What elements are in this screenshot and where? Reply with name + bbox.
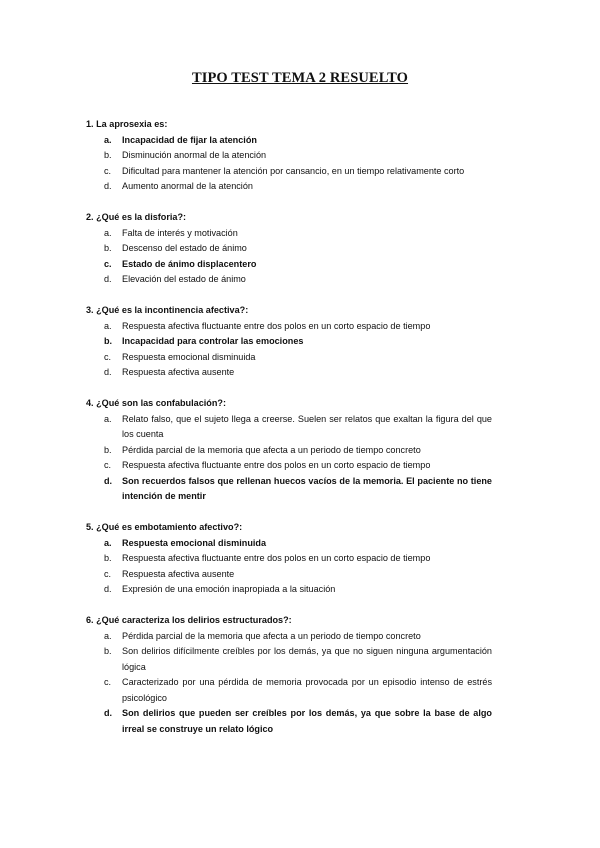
option <box>86 179 492 195</box>
option-letter: b. <box>104 336 113 346</box>
option-correct <box>86 133 492 149</box>
option <box>86 551 492 567</box>
option-text: Pérdida parcial de la memoria que afecta a un periodo de tiempo concreto <box>122 630 421 641</box>
option-letter: b. <box>104 150 112 160</box>
option-text: Respuesta afectiva ausente <box>122 568 235 579</box>
option-list <box>86 319 492 381</box>
option-letter: a. <box>104 227 112 238</box>
option-letter: b. <box>104 243 112 253</box>
option <box>86 567 492 583</box>
question-heading <box>86 303 492 319</box>
question-text: ¿Qué son las confabulación?: <box>96 398 226 408</box>
option-correct <box>86 257 492 273</box>
option-text: Son delirios difícilmente creíbles por los demás, ya que no siguen ninguna argumentación lógica <box>122 646 492 672</box>
question-list <box>86 117 492 753</box>
question-4 <box>86 396 492 505</box>
option-list <box>86 629 492 738</box>
option-letter: b. <box>104 444 112 455</box>
option-text: Son recuerdos falsos que rellenan huecos vacíos de la memoria. El paciente no tiene intención de mentir <box>122 475 492 501</box>
option-list <box>86 226 492 288</box>
option-text: Relato falso, que el sujeto llega a creerse. Suelen ser relatos que exaltan la figura del que los cuenta <box>122 413 492 439</box>
option <box>86 675 492 706</box>
option-letter: a. <box>104 630 112 641</box>
option <box>86 164 492 180</box>
option <box>86 644 492 675</box>
question-heading <box>86 210 492 226</box>
option-correct <box>86 334 492 350</box>
question-text: ¿Qué es embotamiento afectivo?: <box>96 522 243 532</box>
option-text: Son delirios que pueden ser creíbles por los demás, ya que sobre la base de algo irreal se construye un relato lógico <box>122 708 492 734</box>
option-text: Respuesta afectiva fluctuante entre dos polos en un corto espacio de tiempo <box>122 460 431 470</box>
option-letter: d. <box>104 274 112 284</box>
question-number: 1. <box>86 119 94 129</box>
option-letter: d. <box>104 367 112 377</box>
option <box>86 226 492 242</box>
option <box>86 365 492 381</box>
option-text: Respuesta afectiva ausente <box>122 367 235 377</box>
question-number: 4. <box>86 398 94 408</box>
question-text: ¿Qué es la incontinencia afectiva?: <box>96 305 249 315</box>
question-text: ¿Qué caracteriza los delirios estructurados?: <box>96 615 292 625</box>
option <box>86 582 492 598</box>
option-letter: a. <box>104 537 112 548</box>
question-heading <box>86 117 492 133</box>
question-3 <box>86 303 492 381</box>
option-list <box>86 133 492 195</box>
option-text: Elevación del estado de ánimo <box>122 274 246 284</box>
option-text: Caracterizado por una pérdida de memoria provocada por un episodio intenso de estrés psicológico <box>122 677 492 703</box>
option-letter: d. <box>104 475 113 486</box>
question-number: 3. <box>86 305 94 315</box>
option-text: Dificultad para mantener la atención por cansancio, en un tiempo relativamente corto <box>122 165 465 176</box>
option <box>86 443 492 459</box>
option-letter: b. <box>104 646 112 656</box>
option-list <box>86 536 492 598</box>
page-title: TIPO TEST TEMA 2 RESUELTO <box>191 70 409 86</box>
option-text: Descenso del estado de ánimo <box>122 243 247 253</box>
question-heading <box>86 396 492 412</box>
option-letter: c. <box>104 165 112 176</box>
option-text: Incapacidad de fijar la atención <box>122 134 257 145</box>
option-list <box>86 412 492 505</box>
question-heading <box>86 613 492 629</box>
option-correct <box>86 474 492 505</box>
option-text: Disminución anormal de la atención <box>122 150 267 160</box>
question-heading <box>86 520 492 536</box>
option-text: Aumento anormal de la atención <box>122 181 253 191</box>
option-text: Pérdida parcial de la memoria que afecta a un periodo de tiempo concreto <box>122 444 421 455</box>
option-letter: a. <box>104 413 112 424</box>
option-letter: c. <box>104 258 112 269</box>
question-number: 2. <box>86 212 94 222</box>
option-letter: c. <box>104 351 112 362</box>
option-text: Estado de ánimo displacentero <box>122 258 257 269</box>
option-letter: c. <box>104 568 112 579</box>
option-letter: a. <box>104 134 112 145</box>
option <box>86 241 492 257</box>
option <box>86 412 492 443</box>
option-correct <box>86 536 492 552</box>
question-number: 5. <box>86 522 94 532</box>
question-1 <box>86 117 492 195</box>
option-text: Respuesta afectiva fluctuante entre dos polos en un corto espacio de tiempo <box>122 320 431 331</box>
option-letter: c. <box>104 460 112 470</box>
option-correct <box>86 706 492 737</box>
option-text: Expresión de una emoción inapropiada a la situación <box>122 584 336 594</box>
option-text: Incapacidad para controlar las emociones <box>122 336 304 346</box>
option-letter: b. <box>104 553 112 563</box>
option <box>86 629 492 645</box>
option <box>86 350 492 366</box>
option-letter: c. <box>104 677 112 687</box>
question-6 <box>86 613 492 737</box>
question-5 <box>86 520 492 598</box>
question-number: 6. <box>86 615 94 625</box>
option <box>86 458 492 474</box>
option-text: Respuesta emocional disminuida <box>122 351 256 362</box>
option-letter: d. <box>104 708 113 718</box>
option <box>86 272 492 288</box>
option-text: Falta de interés y motivación <box>122 227 238 238</box>
question-text: La aprosexia es: <box>96 119 168 129</box>
question-2 <box>86 210 492 288</box>
option-text: Respuesta afectiva fluctuante entre dos polos en un corto espacio de tiempo <box>122 553 431 563</box>
question-text: ¿Qué es la disforia?: <box>96 212 187 222</box>
option <box>86 319 492 335</box>
option-text: Respuesta emocional disminuida <box>122 537 267 548</box>
option <box>86 148 492 164</box>
option-letter: a. <box>104 320 112 331</box>
option-letter: d. <box>104 584 112 594</box>
option-letter: d. <box>104 181 112 191</box>
